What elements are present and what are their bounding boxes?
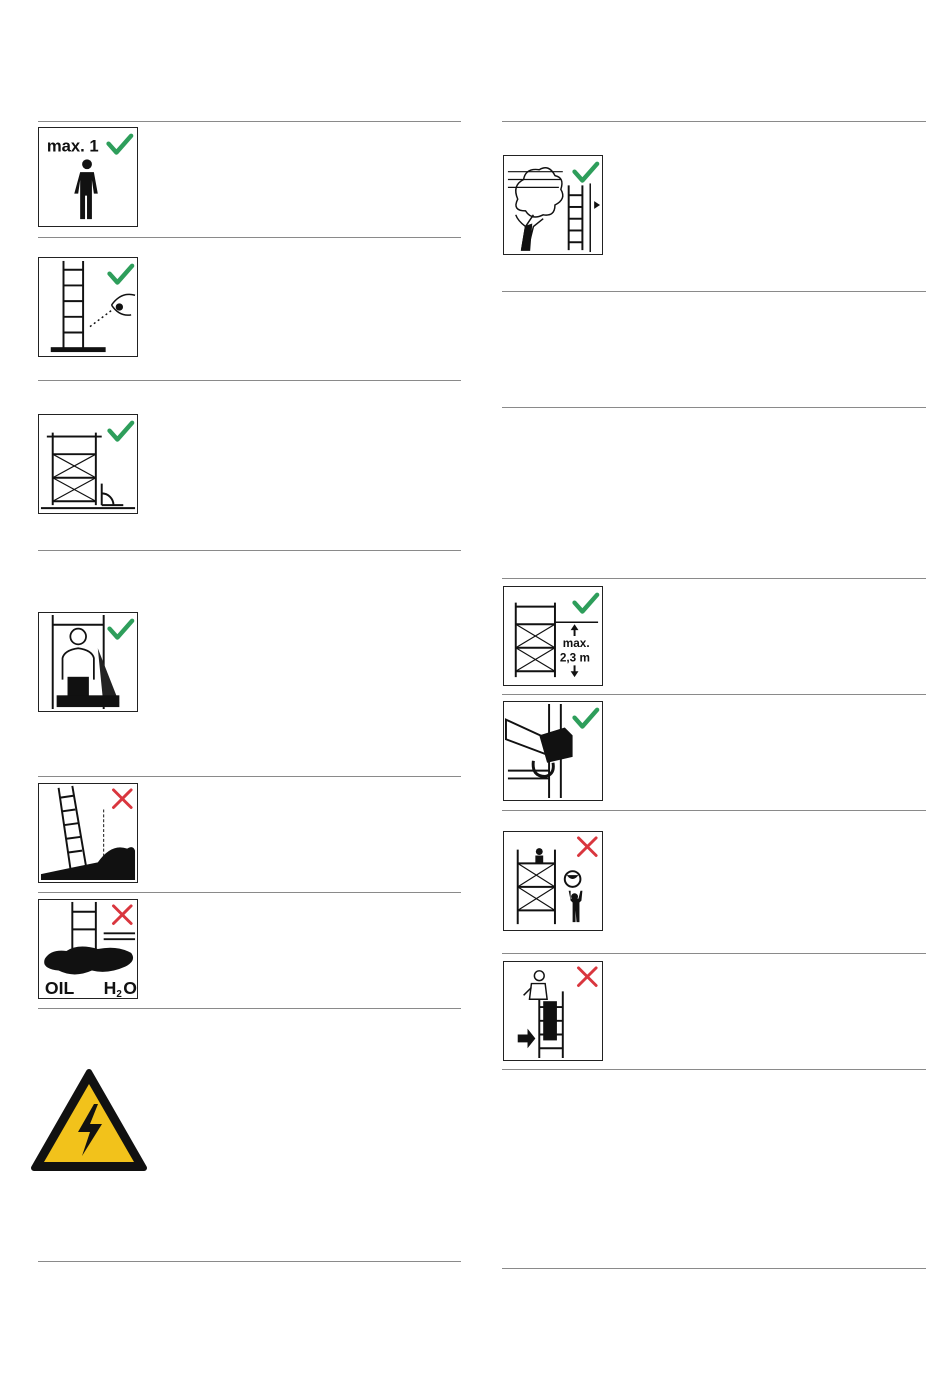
no-side-push-pictogram <box>503 961 603 1061</box>
ball-icon <box>565 871 581 887</box>
check-mark-icon <box>110 423 133 440</box>
scaffold-tower-icon <box>47 433 102 506</box>
divider <box>38 776 461 777</box>
visual-inspection-pictogram <box>38 257 138 357</box>
check-mark-icon <box>575 710 598 727</box>
divider <box>502 810 926 811</box>
max-one-person-pictogram <box>38 127 138 227</box>
water-label-h: H <box>103 978 117 998</box>
divider <box>502 407 926 408</box>
push-arrow-icon <box>518 1029 536 1049</box>
ladder-icon <box>569 185 583 250</box>
check-mark-icon <box>109 136 132 153</box>
cross-mark-icon <box>113 906 131 924</box>
guardrail-frame-pictogram <box>38 612 138 712</box>
water-label-sub: 2 <box>116 989 122 998</box>
max-persons-label: max. 1 <box>46 136 99 156</box>
divider <box>38 892 461 893</box>
puddle-icon <box>44 946 133 974</box>
check-mark-icon <box>110 621 133 638</box>
divider <box>502 953 926 954</box>
divider <box>38 237 461 238</box>
level-ground-pictogram <box>38 414 138 514</box>
max-platform-height-pictogram <box>503 586 603 686</box>
worker-icon <box>535 848 543 863</box>
divider <box>38 550 461 551</box>
cross-mark-icon <box>578 838 596 856</box>
slippery-surface-pictogram <box>38 899 138 999</box>
check-mark-icon <box>110 266 133 283</box>
check-mark-icon <box>575 595 598 612</box>
frame-clamp-pictogram <box>503 701 603 801</box>
no-throwing-pictogram <box>503 831 603 931</box>
electrical-hazard-warning-icon <box>30 1068 148 1172</box>
divider <box>38 1261 461 1262</box>
divider <box>38 121 461 122</box>
max-height-value-label: 2,3 m <box>559 651 590 665</box>
divider <box>502 121 926 122</box>
ladder-icon <box>64 261 84 348</box>
divider <box>502 291 926 292</box>
water-label-o: O <box>123 978 137 998</box>
up-arrow-icon <box>571 624 579 636</box>
divider <box>502 1268 926 1269</box>
tree-icon <box>516 168 563 250</box>
leaning-ladder-icon <box>59 786 86 868</box>
divider <box>502 694 926 695</box>
right-angle-icon <box>102 484 124 506</box>
check-mark-icon <box>575 164 598 181</box>
oil-label: OIL <box>44 978 75 998</box>
divider <box>38 1008 461 1009</box>
down-arrow-icon <box>571 665 579 677</box>
uneven-ground-pictogram <box>38 783 138 883</box>
worker-icon <box>524 971 548 999</box>
person-icon <box>74 159 98 219</box>
cross-mark-icon <box>578 968 596 986</box>
divider <box>38 380 461 381</box>
divider <box>502 1069 926 1070</box>
divider <box>502 578 926 579</box>
worker-icon <box>63 629 94 698</box>
eye-icon <box>112 294 136 315</box>
cross-mark-icon <box>113 790 131 808</box>
wall-arrow-icon <box>594 201 600 209</box>
max-height-top-label: max. <box>562 636 590 650</box>
scaffold-tower-icon <box>516 603 555 677</box>
wind-conditions-pictogram <box>503 155 603 255</box>
person-icon <box>569 891 583 922</box>
